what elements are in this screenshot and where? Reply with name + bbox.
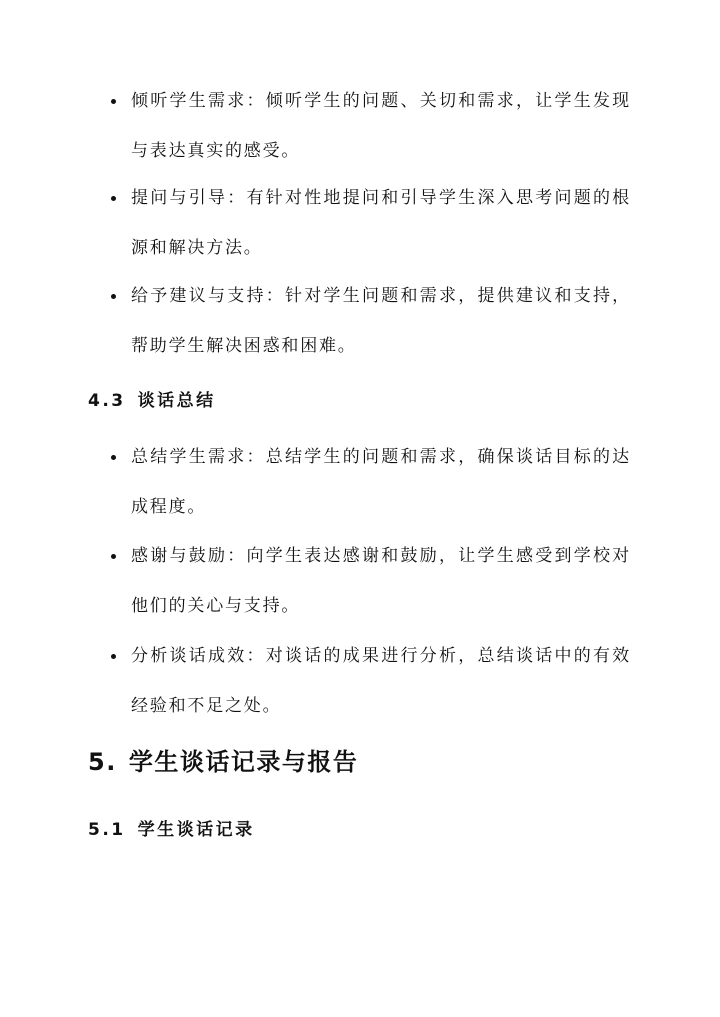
list-item-text: 给予建议与支持：针对学生问题和需求，提供建议和支持，帮助学生解决困惑和困难。 — [131, 286, 631, 356]
bullet-icon — [111, 554, 116, 559]
list-item-text: 总结学生需求：总结学生的问题和需求，确保谈话目标的达成程度。 — [131, 447, 631, 517]
chapter-heading — [88, 742, 358, 777]
bullet-icon — [111, 99, 116, 104]
bullet-icon — [111, 196, 116, 201]
section-heading — [88, 386, 216, 411]
chapter-title: 学生谈话记录与报告 — [128, 748, 359, 776]
bullet-icon — [111, 294, 116, 299]
section-title: 谈话总结 — [137, 391, 216, 411]
section-heading — [88, 815, 255, 840]
section-title: 学生谈话记录 — [137, 820, 255, 840]
list-item-text: 分析谈话成效：对谈话的成果进行分析，总结谈话中的有效经验和不足之处。 — [131, 646, 631, 716]
chapter-number: 5. — [88, 748, 117, 776]
list-item-text: 提问与引导：有针对性地提问和引导学生深入思考问题的根源和解决方法。 — [131, 188, 631, 258]
section-number: 4.3 — [88, 391, 126, 411]
list-item-text: 倾听学生需求：倾听学生的问题、关切和需求，让学生发现与表达真实的感受。 — [131, 91, 631, 161]
section-number: 5.1 — [88, 820, 126, 840]
bullet-icon — [111, 455, 116, 460]
list-item-text: 感谢与鼓励：向学生表达感谢和鼓励，让学生感受到学校对他们的关心与支持。 — [131, 546, 631, 616]
bullet-icon — [111, 654, 116, 659]
